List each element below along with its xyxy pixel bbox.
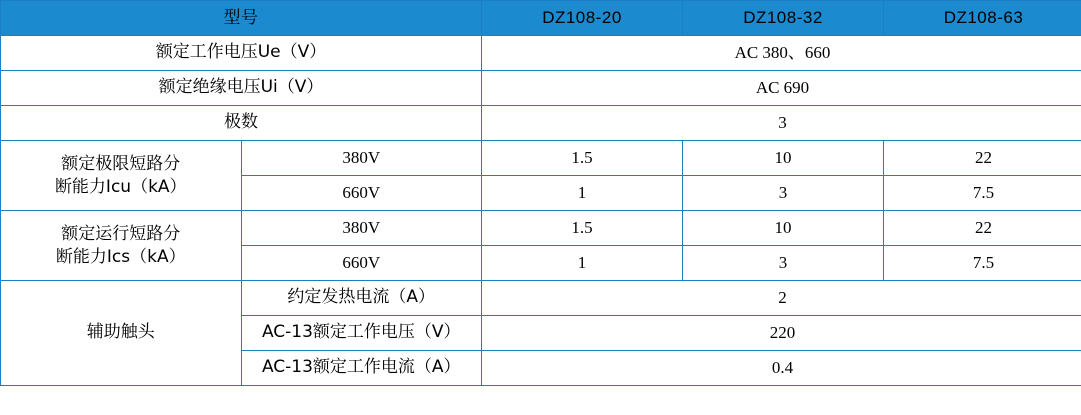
sub-label-ac13-voltage: AC-13额定工作电压（V） bbox=[241, 316, 482, 351]
value-icu-660v-dz108-20: 1 bbox=[482, 176, 683, 211]
table-row-icu-380v bbox=[1, 141, 1081, 176]
value-ac13-current: 0.4 bbox=[482, 351, 1081, 386]
sub-label-ics-660v: 660V bbox=[241, 246, 482, 281]
value-ics-380v-dz108-32: 10 bbox=[683, 211, 884, 246]
table-header-row bbox=[1, 1, 1081, 36]
value-ics-660v-dz108-63: 7.5 bbox=[884, 246, 1081, 281]
value-ics-380v-dz108-63: 22 bbox=[884, 211, 1081, 246]
row-value-rated-working-voltage: AC 380、660 bbox=[482, 36, 1081, 71]
sub-label-ics-380v: 380V bbox=[241, 211, 482, 246]
value-icu-380v-dz108-63: 22 bbox=[884, 141, 1081, 176]
row-label-icu bbox=[1, 141, 242, 211]
value-ics-660v-dz108-32: 3 bbox=[683, 246, 884, 281]
row-value-rated-insulation-voltage: AC 690 bbox=[482, 71, 1081, 106]
row-label-ics-line1: 额定运行短路分 bbox=[61, 223, 181, 244]
sub-label-icu-660v: 660V bbox=[241, 176, 482, 211]
row-label-rated-working-voltage: 额定工作电压Ue（V） bbox=[1, 36, 482, 71]
row-label-poles: 极数 bbox=[1, 106, 482, 141]
sub-label-ac13-current: AC-13额定工作电流（A） bbox=[241, 351, 482, 386]
table-row-ics-380v bbox=[1, 211, 1081, 246]
value-thermal-current: 2 bbox=[482, 281, 1081, 316]
header-col-dz108-20: DZ108-20 bbox=[482, 1, 683, 36]
table-row-rated-insulation-voltage bbox=[1, 71, 1081, 106]
row-label-rated-insulation-voltage: 额定绝缘电压Ui（V） bbox=[1, 71, 482, 106]
value-ics-660v-dz108-20: 1 bbox=[482, 246, 683, 281]
value-ics-380v-dz108-20: 1.5 bbox=[482, 211, 683, 246]
header-col-dz108-63: DZ108-63 bbox=[884, 1, 1081, 36]
value-ac13-voltage: 220 bbox=[482, 316, 1081, 351]
header-model-label: 型号 bbox=[1, 1, 482, 36]
header-col-dz108-32: DZ108-32 bbox=[683, 1, 884, 36]
row-value-poles: 3 bbox=[482, 106, 1081, 141]
row-label-ics bbox=[1, 211, 242, 281]
value-icu-380v-dz108-32: 10 bbox=[683, 141, 884, 176]
value-icu-660v-dz108-32: 3 bbox=[683, 176, 884, 211]
table-row-rated-working-voltage bbox=[1, 36, 1081, 71]
value-icu-380v-dz108-20: 1.5 bbox=[482, 141, 683, 176]
row-label-ics-line2: 断能力Ics（kA） bbox=[55, 246, 186, 267]
value-icu-660v-dz108-63: 7.5 bbox=[884, 176, 1081, 211]
row-label-auxiliary-contact: 辅助触头 bbox=[1, 281, 242, 386]
table-row-aux-thermal-current bbox=[1, 281, 1081, 316]
sub-label-thermal-current: 约定发热电流（A） bbox=[241, 281, 482, 316]
table-row-poles bbox=[1, 106, 1081, 141]
row-label-icu-line1: 额定极限短路分 bbox=[61, 153, 181, 174]
sub-label-icu-380v: 380V bbox=[241, 141, 482, 176]
row-label-icu-line2: 断能力Icu（kA） bbox=[54, 176, 187, 197]
